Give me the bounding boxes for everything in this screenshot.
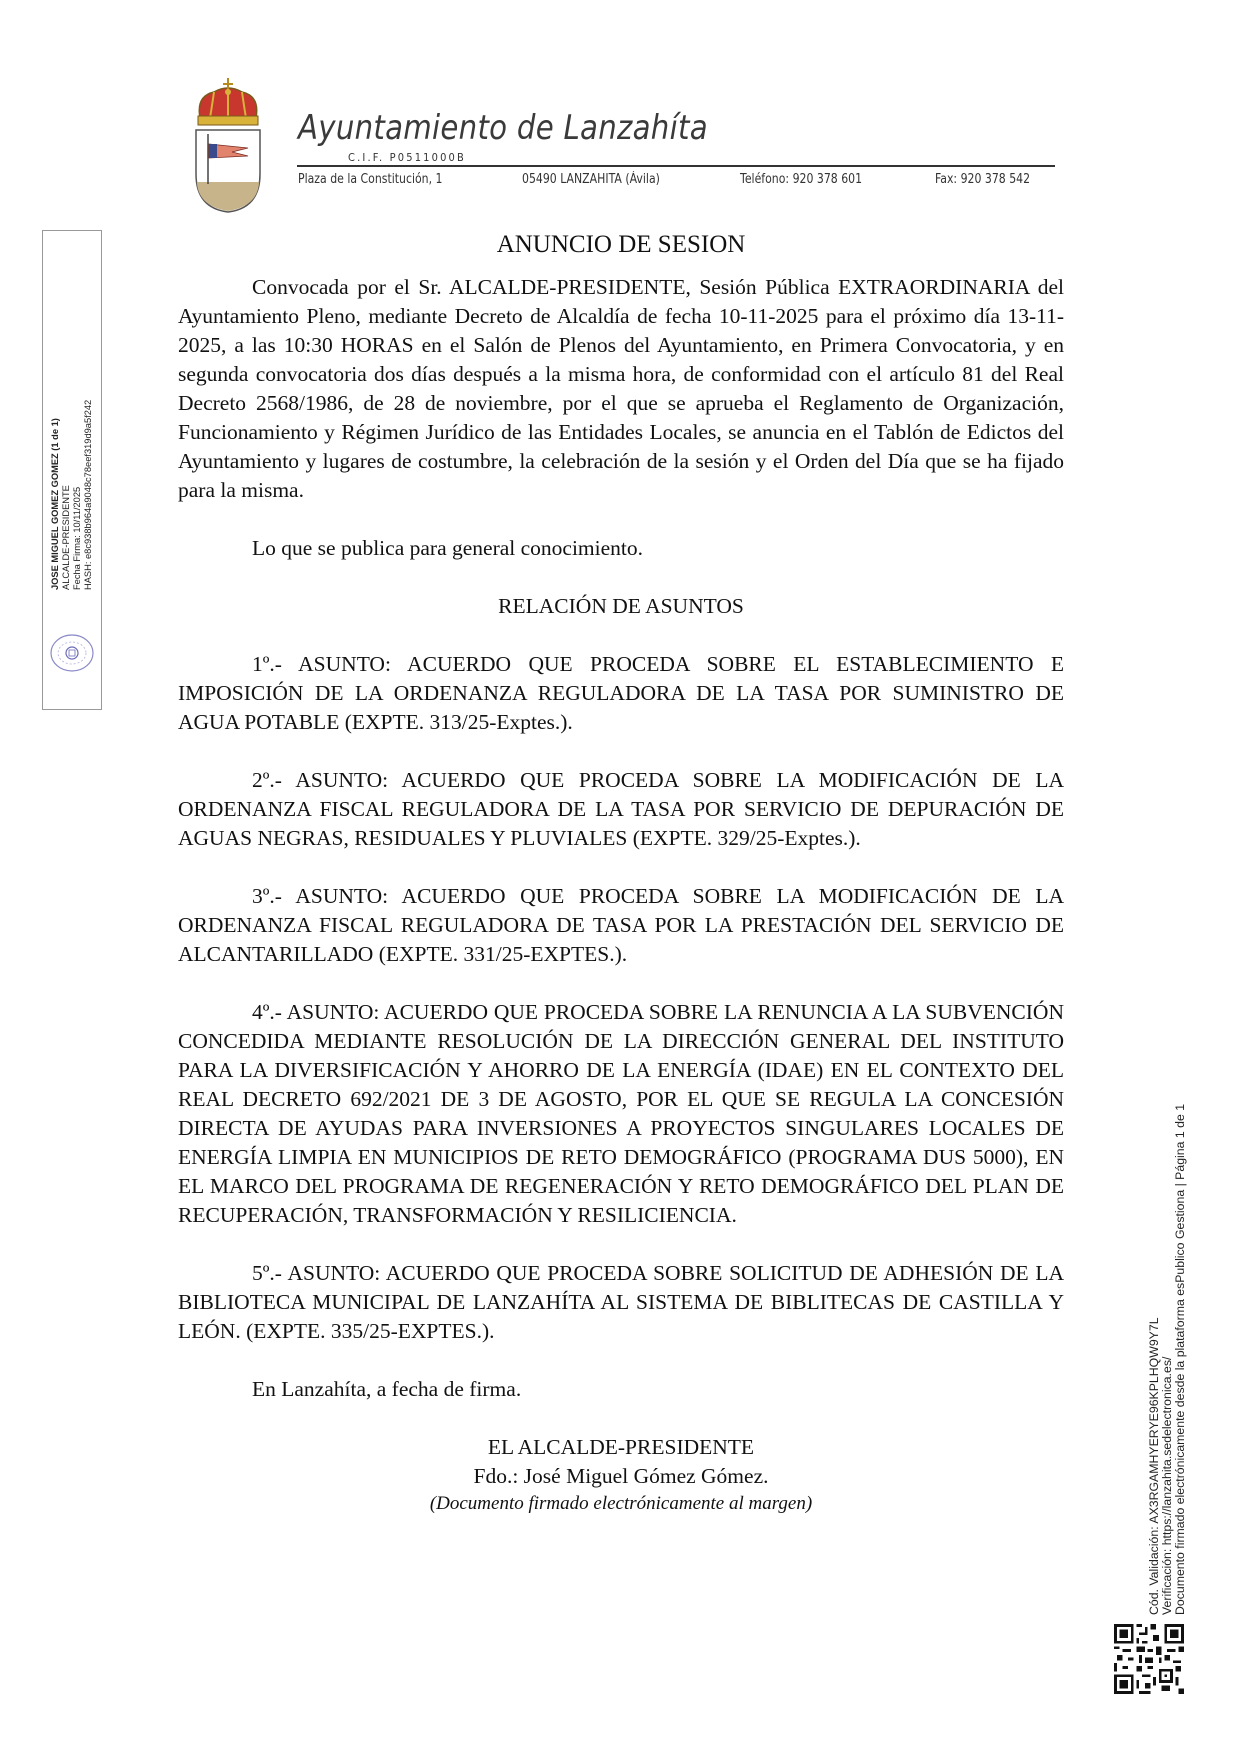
intro-paragraph: Convocada por el Sr. ALCALDE-PRESIDENTE, Sesión Pública EXTRAORDINARIA del Ayuntamiento Pleno, mediante Decreto de Alcaldía de fecha 10-11-2025 para el próximo día 13-11-2025, a las 10:30 HORAS en el Salón de Plenos del Ayuntamiento, en Primera Convocatoria, y en segunda convocatoria dos días después a la misma hora, de conformidad con el artículo 81 del Real Decreto 2568/1986, de 28 de noviembre, por el que se aprueba el Reglamento de Organización, Funcionamiento y Régimen Jurídico de las Entidades Locales, se anuncia en el Tablón de Edictos del Ayuntamiento y lugares de costumbre, la celebración de la sesión y el Orden del Día que se ha fijado para la misma. xyxy=(178,275,1064,502)
publication-note: Lo que se publica para general conocimiento. xyxy=(252,536,644,560)
organization-postal: 05490 LANZAHITA (Ávila) xyxy=(522,172,660,187)
organization-name: Ayuntamiento de Lanzahíta xyxy=(298,108,708,148)
agenda-item: 5º.- ASUNTO: ACUERDO QUE PROCEDA SOBRE SOLICITUD DE ADHESIÓN DE LA BIBLIOTECA MUNICIPAL DE LANZAHÍTA AL SISTEMA DE BIBLITECAS DE CASTILLA Y LEÓN. (EXPTE. 335/25-EXPTES.). xyxy=(178,1261,1064,1343)
signature-hash: HASH: e8c938b964a9048c78eef319d9a5f242 xyxy=(83,399,93,590)
verification-url[interactable]: Verificación: https://lanzahita.sedelectronica.es/ xyxy=(1160,1356,1175,1615)
agenda-item: 3º.- ASUNTO: ACUERDO QUE PROCEDA SOBRE LA MODIFICACIÓN DE LA ORDENANZA FISCAL REGULADORA DE TASA POR LA PRESTACIÓN DEL SERVICIO DE ALCANTARILLADO (EXPTE. 331/25-EXPTES.). xyxy=(178,884,1064,966)
agenda-title: RELACIÓN DE ASUNTOS xyxy=(498,594,744,618)
signatory-name: Fdo.: José Miguel Gómez Gómez. xyxy=(473,1464,769,1488)
document-body xyxy=(178,230,1064,1517)
agenda-item: 4º.- ASUNTO: ACUERDO QUE PROCEDA SOBRE LA RENUNCIA A LA SUBVENCIÓN CONCEDIDA MEDIANTE RESOLUCIÓN DE LA DIRECCIÓN GENERAL DEL INSTITUTO PARA LA DIVERSIFICACIÓN Y AHORRO DE LA ENERGÍA (IDAE) EN EL CONTEXTO DEL REAL DECRETO 692/2021 DE 3 DE AGOSTO, POR EL QUE SE REGULA LA CONCESIÓN DIRECTA DE AYUDAS PARA INVERSIONES A PROYECTOS SINGULARES LOCALES DE ENERGÍA LIMPIA EN MUNICIPIOS DE RETO DEMOGRÁFICO (PROGRAMA DUS 5000), EN EL MARCO DEL PROGRAMA DE REGENERACIÓN Y RETO DEMOGRÁFICO DEL PLAN DE RECUPERACIÓN, TRANSFORMACIÓN Y RESILICIENCIA. xyxy=(178,1000,1064,1227)
coat-of-arms-icon xyxy=(190,76,266,214)
qr-code-icon[interactable] xyxy=(1114,1624,1184,1694)
organization-address: Plaza de la Constitución, 1 xyxy=(298,172,443,187)
signer-role: ALCALDE-PRESIDENTE xyxy=(61,485,71,590)
signature-note: (Documento firmado electrónicamente al margen) xyxy=(429,1493,813,1514)
organization-phone: Teléfono: 920 378 601 xyxy=(740,172,863,187)
validation-code: Cód. Validación: AX3RGAMHYERYE96KPLHQW9Y7L xyxy=(1147,1317,1161,1615)
signatory-title: EL ALCALDE-PRESIDENTE xyxy=(487,1435,755,1459)
organization-fax: Fax: 920 378 542 xyxy=(935,172,1031,187)
agenda-item: 2º.- ASUNTO: ACUERDO QUE PROCEDA SOBRE LA MODIFICACIÓN DE LA ORDENANZA FISCAL REGULADORA DE LA TASA POR SERVICIO DE DEPURACIÓN DE AGUAS NEGRAS, RESIDUALES Y PLUVIALES (EXPTE. 329/25-Exptes.). xyxy=(178,768,1064,850)
document-title: ANUNCIO DE SESION xyxy=(496,231,746,258)
letterhead-divider xyxy=(297,165,1055,167)
platform-note: Documento firmado electrónicamente desde la plataforma esPublico Gestiona | Página 1 de 1 xyxy=(1173,1103,1188,1615)
organization-cif: C.I.F. P0511000B xyxy=(348,151,466,164)
place-date: En Lanzahíta, a fecha de firma. xyxy=(252,1377,522,1401)
validation-margin-text xyxy=(1148,1104,1188,1615)
agenda-item: 1º.- ASUNTO: ACUERDO QUE PROCEDA SOBRE EL ESTABLECIMIENTO E IMPOSICIÓN DE LA ORDENANZA REGULADORA DE LA TASA POR SUMINISTRO DE AGUA POTABLE (EXPTE. 313/25-Exptes.). xyxy=(178,652,1064,734)
signature-date: Fecha Firma: 10/11/2025 xyxy=(72,486,82,590)
signer-name: JOSE MIGUEL GOMEZ GOMEZ (1 de 1) xyxy=(50,418,60,590)
municipal-seal-icon xyxy=(48,632,96,674)
signature-margin-text xyxy=(50,330,94,590)
